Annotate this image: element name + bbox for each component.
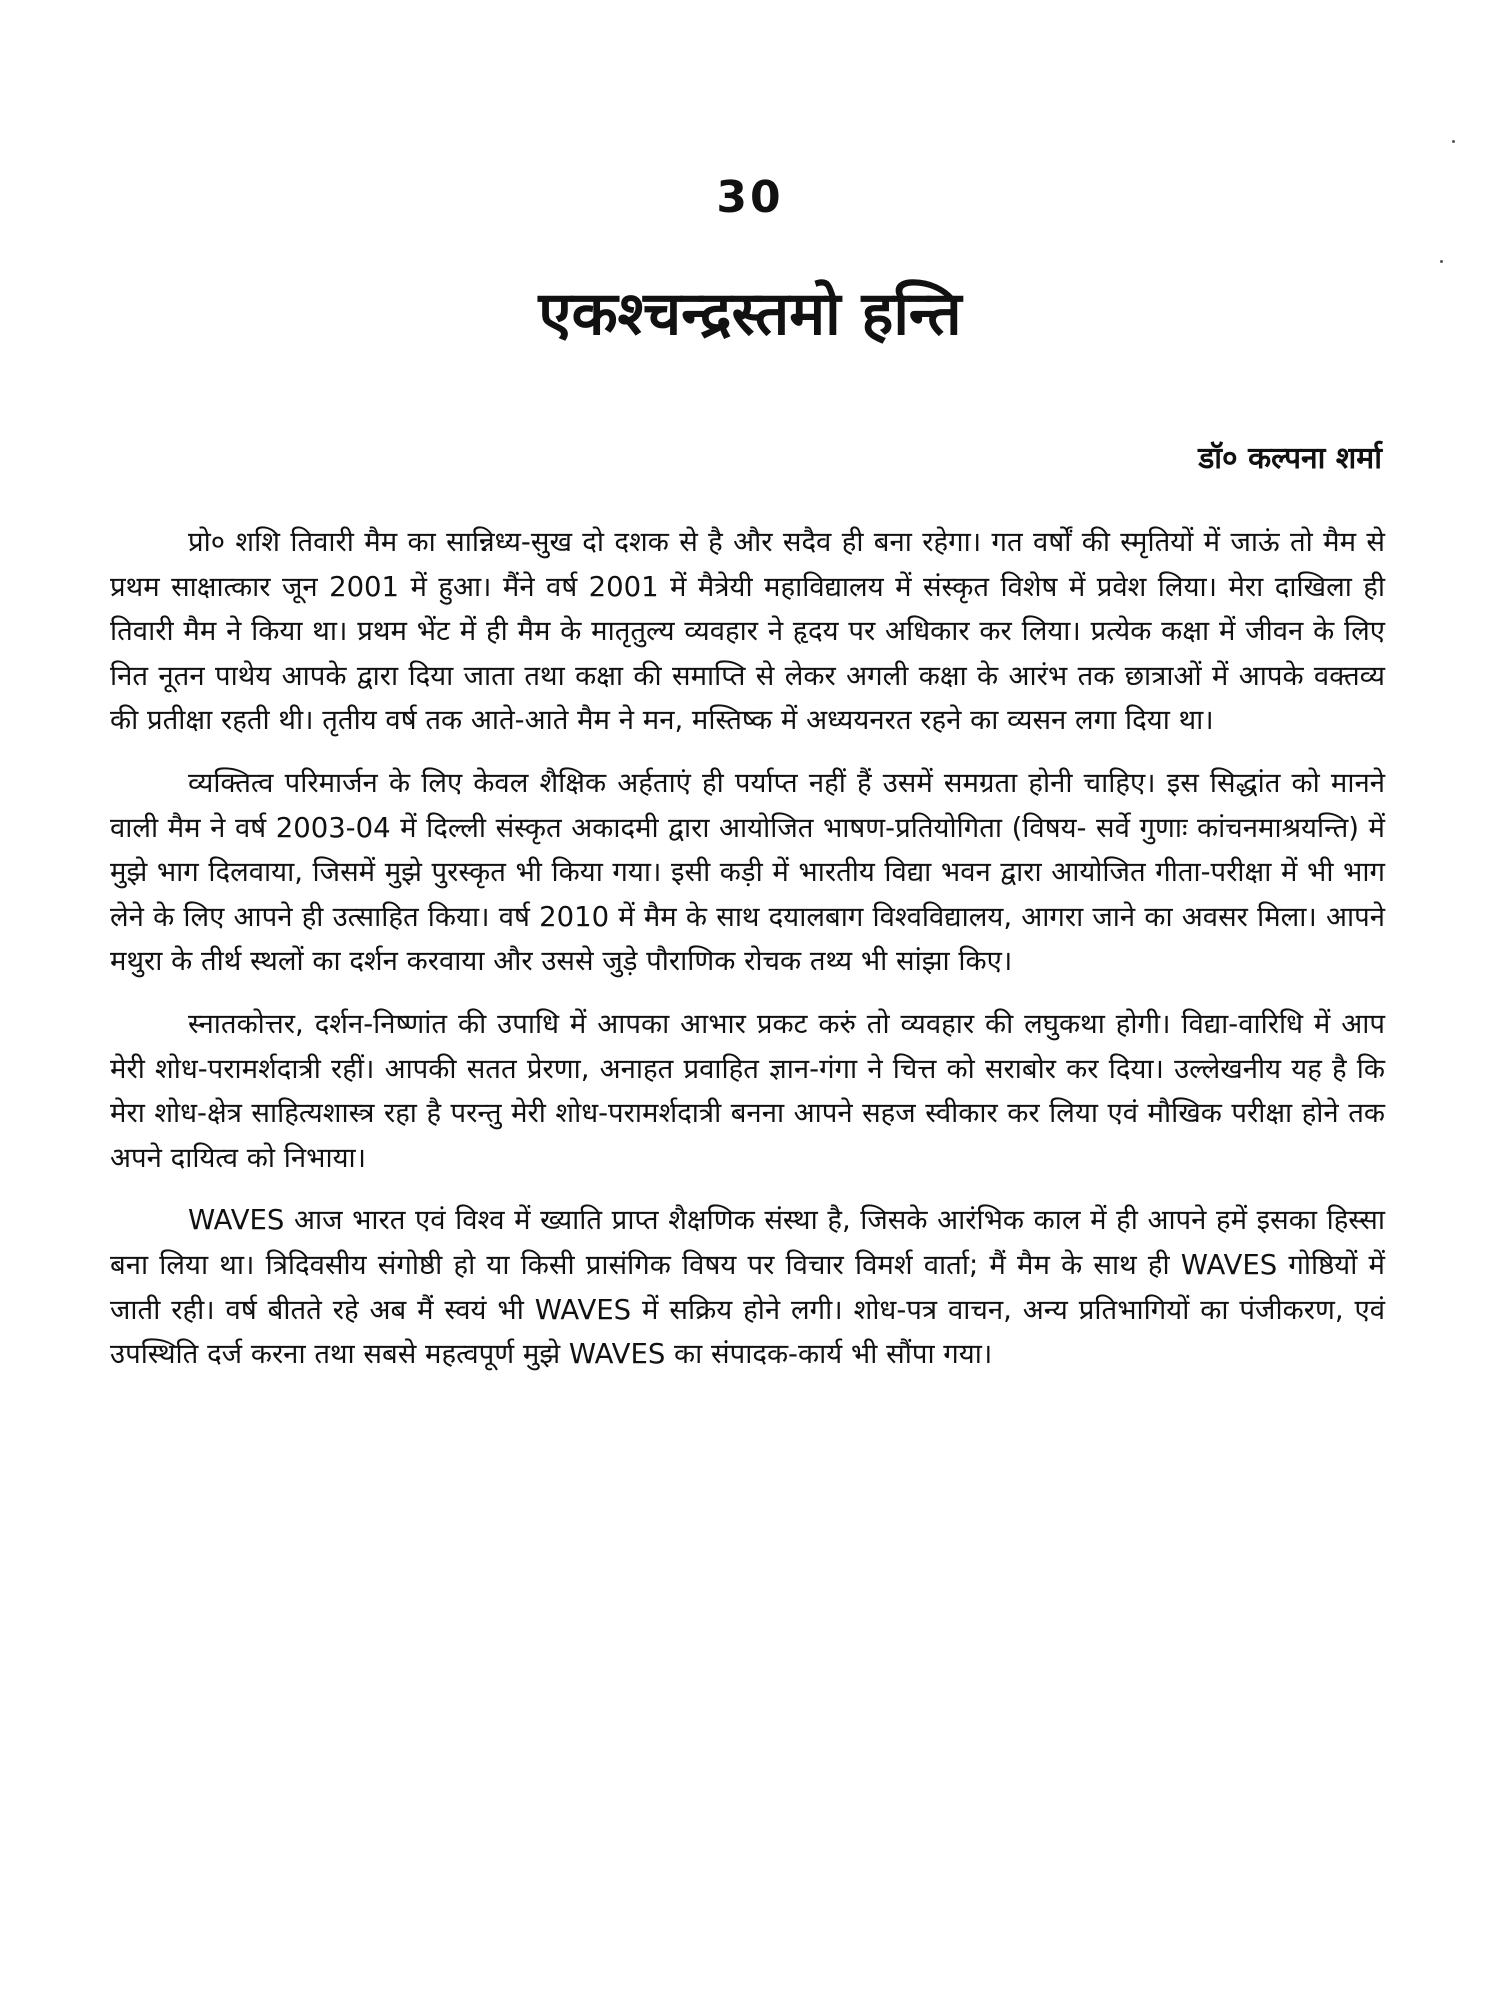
paragraph-4: WAVES आज भारत एवं विश्व में ख्याति प्राप्त शैक्षणिक संस्था है, जिसके आरंभिक काल में ही आपने हमें इसका हिस्सा बना लिया था। त्रिदिवसीय संगोष्ठी हो या किसी प्रासंगिक विषय पर विचार विमर्श वार्ता; मैं मैम के साथ ही WAVES गोष्ठियों में जाती रही। वर्ष बीतते रहे अब मैं स्वयं भी WAVES में सक्रिय होने लगी। शोध-पत्र वाचन, अन्य प्रतिभागियों का पंजीकरण, एवं उपस्थिति दर्ज करना तथा सबसे महत्वपूर्ण मुझे WAVES का संपादक-कार्य भी सौंपा गया। [110,1204,1385,1371]
paragraph-3: स्नातकोत्तर, दर्शन-निष्णांत की उपाधि में आपका आभार प्रकट करुं तो व्यवहार की लघुकथा होगी। विद्या-वारिधि में आप मेरी शोध-परामर्शदात्री रहीं। आपकी सतत प्रेरणा, अनाहत प्रवाहित ज्ञान-गंगा ने चित्त को सराबोर कर दिया। उल्लेखनीय यह है कि मेरा शोध-क्षेत्र साहित्यशास्त्र रहा है परन्तु मेरी शोध-परामर्शदात्री बनना आपने सहज स्वीकार कर लिया एवं मौखिक परीक्षा होने तक अपने दायित्व को निभाया। [110,1007,1385,1174]
chapter-number: 30 [716,172,784,223]
author-name: डॉ० कल्पना शर्मा [1198,441,1382,476]
scan-speck [1452,140,1455,143]
scan-speck [1440,260,1443,263]
article-body [110,520,1385,1395]
paragraph-2: व्यक्तित्व परिमार्जन के लिए केवल शैक्षिक अर्हताएं ही पर्याप्त नहीं हैं उसमें समग्रता होनी चाहिए। इस सिद्धांत को मानने वाली मैम ने वर्ष 2003-04 में दिल्ली संस्कृत अकादमी द्वारा आयोजित भाषण-प्रतियोगिता (विषय- सर्वे गुणाः कांचनमाश्रयन्ति) में मुझे भाग दिलवाया, जिसमें मुझे पुरस्कृत भी किया गया। इसी कड़ी में भारतीय विद्या भवन द्वारा आयोजित गीता-परीक्षा में भी भाग लेने के लिए आपने ही उत्साहित किया। वर्ष 2010 में मैम के साथ दयालबाग विश्वविद्यालय, आगरा जाने का अवसर मिला। आपने मथुरा के तीर्थ स्थलों का दर्शन करवाया और उससे जुड़े पौराणिक रोचक तथ्य भी सांझा किए। [110,766,1385,978]
chapter-title: एकश्चन्द्रस्तमो हन्ति [538,279,962,349]
paragraph-1: प्रो० शशि तिवारी मैम का सान्निध्य-सुख दो दशक से है और सदैव ही बना रहेगा। गत वर्षों की स्मृतियों में जाऊं तो मैम से प्रथम साक्षात्कार जून 2001 में हुआ। मैंने वर्ष 2001 में मैत्रेयी महाविद्यालय में संस्कृत विशेष में प्रवेश लिया। मेरा दाखिला ही तिवारी मैम ने किया था। प्रथम भेंट में ही मैम के मातृतुल्य व्यवहार ने हृदय पर अधिकार कर लिया। प्रत्येक कक्षा में जीवन के लिए नित नूतन पाथेय आपके द्वारा दिया जाता तथा कक्षा की समाप्ति से लेकर अगली कक्षा के आरंभ तक छात्राओं में आपके वक्तव्य की प्रतीक्षा रहती थी। तृतीय वर्ष तक आते-आते मैम ने मन, मस्तिष्क में अध्ययनरत रहने का व्यसन लगा दिया था। [110,526,1385,737]
